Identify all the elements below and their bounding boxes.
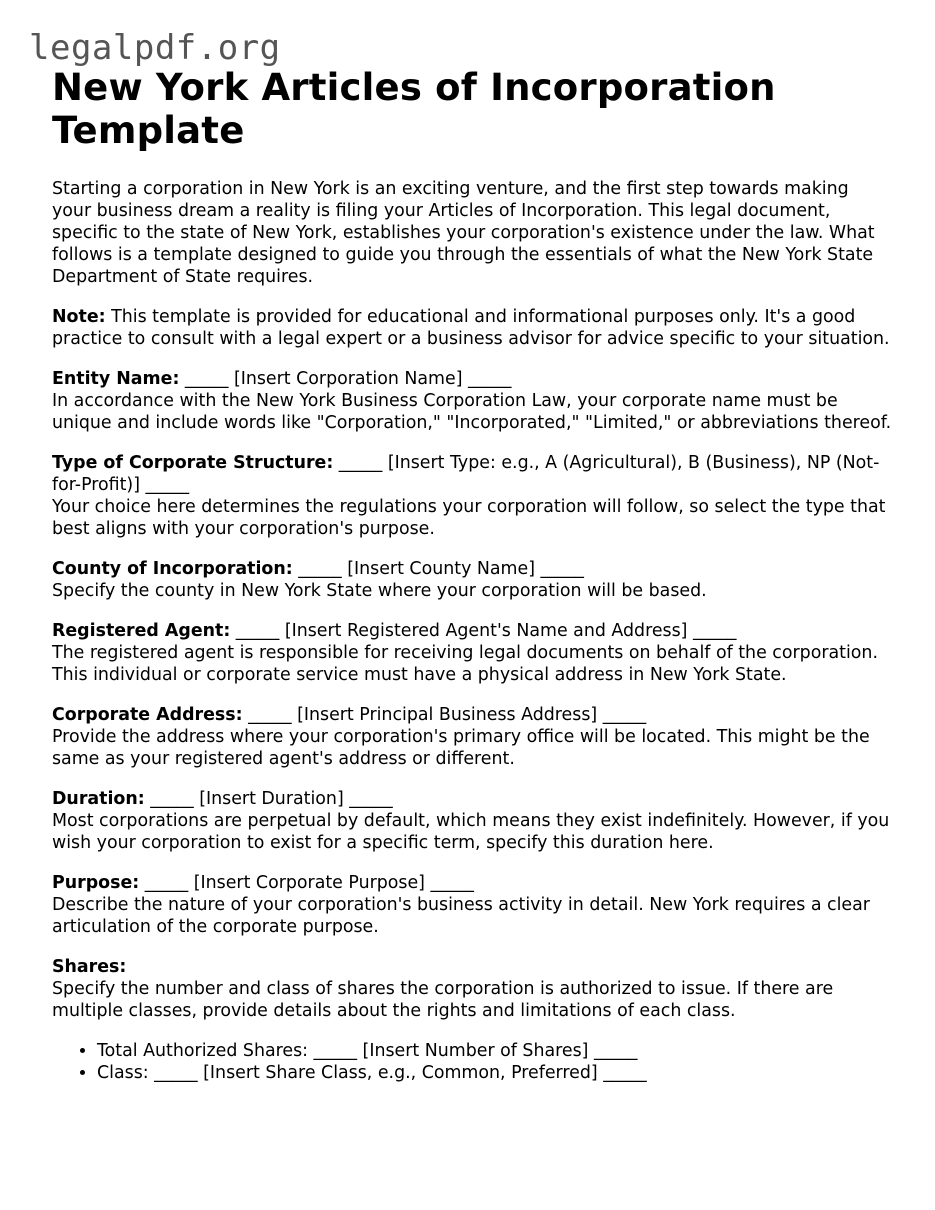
- section-field: _____ [Insert Corporate Purpose] _____: [139, 873, 474, 893]
- section-description: The registered agent is responsible for receiving legal documents on behalf of the corporation. This individual or corporate service must have a physical address in New York State.: [52, 643, 878, 685]
- section-label: Duration:: [52, 789, 145, 809]
- section-label: Shares:: [52, 957, 127, 977]
- section-description: Specify the county in New York State where your corporation will be based.: [52, 581, 707, 601]
- section-duration: [52, 788, 892, 854]
- section-field: _____ [Insert Type: e.g., A (Agricultural), B (Business), NP (Not-for-Profit)] _____: [52, 453, 880, 495]
- section-corporate-structure: [52, 452, 892, 540]
- note-text: This template is provided for educational and informational purposes only. It's a good practice to consult with a legal expert or a business advisor for advice specific to your situation.: [52, 307, 890, 349]
- note-paragraph: [52, 306, 892, 350]
- watermark: legalpdf.org: [29, 28, 281, 68]
- section-corporate-address: [52, 704, 892, 770]
- document-page: [52, 66, 892, 1084]
- section-description: In accordance with the New York Business Corporation Law, your corporate name must be unique and include words like "Corporation," "Incorporated," "Limited," or abbreviations thereof.: [52, 391, 892, 433]
- section-field: _____ [Insert Principal Business Address] _____: [242, 705, 647, 725]
- section-field: _____ [Insert Corporation Name] _____: [179, 369, 512, 389]
- list-item: • Total Authorized Shares: _____ [Insert Number of Shares] _____: [97, 1040, 892, 1062]
- section-entity-name: [52, 368, 892, 434]
- section-purpose: [52, 872, 892, 938]
- section-description: Describe the nature of your corporation's business activity in detail. New York requires a clear articulation of the corporate purpose.: [52, 895, 870, 937]
- document-title: New York Articles of Incorporation Template: [52, 66, 776, 152]
- section-label: Type of Corporate Structure:: [52, 453, 334, 473]
- document-body: [52, 178, 892, 1084]
- section-description: Most corporations are perpetual by default, which means they exist indefinitely. However, if you wish your corporation to exist for a specific term, specify this duration here.: [52, 811, 890, 853]
- section-description: Provide the address where your corporation's primary office will be located. This might be the same as your registered agent's address or different.: [52, 727, 870, 769]
- shares-list: [52, 1040, 892, 1084]
- section-county: [52, 558, 892, 602]
- section-label: Registered Agent:: [52, 621, 231, 641]
- intro-paragraph: Starting a corporation in New York is an exciting venture, and the first step towards making your business dream a reality is filing your Articles of Incorporation. This legal document, specific to the state of New York, establishes your corporation's existence under the law. What follows is a template designed to guide you through the essentials of what the New York State Department of State requires.: [52, 179, 875, 287]
- note-label: Note:: [52, 307, 106, 327]
- section-registered-agent: [52, 620, 892, 686]
- section-field: _____ [Insert Duration] _____: [144, 789, 393, 809]
- list-item: • Class: _____ [Insert Share Class, e.g., Common, Preferred] _____: [97, 1062, 892, 1084]
- section-description: Specify the number and class of shares the corporation is authorized to issue. If there are multiple classes, provide details about the rights and limitations of each class.: [52, 979, 834, 1021]
- section-field: _____ [Insert Registered Agent's Name and Address] _____: [230, 621, 737, 641]
- section-label: Corporate Address:: [52, 705, 243, 725]
- section-label: Purpose:: [52, 873, 140, 893]
- section-shares: [52, 956, 892, 1022]
- section-label: County of Incorporation:: [52, 559, 293, 579]
- section-label: Entity Name:: [52, 369, 180, 389]
- section-field: _____ [Insert County Name] _____: [292, 559, 584, 579]
- section-description: Your choice here determines the regulations your corporation will follow, so select the type that best aligns with your corporation's purpose.: [52, 497, 886, 539]
